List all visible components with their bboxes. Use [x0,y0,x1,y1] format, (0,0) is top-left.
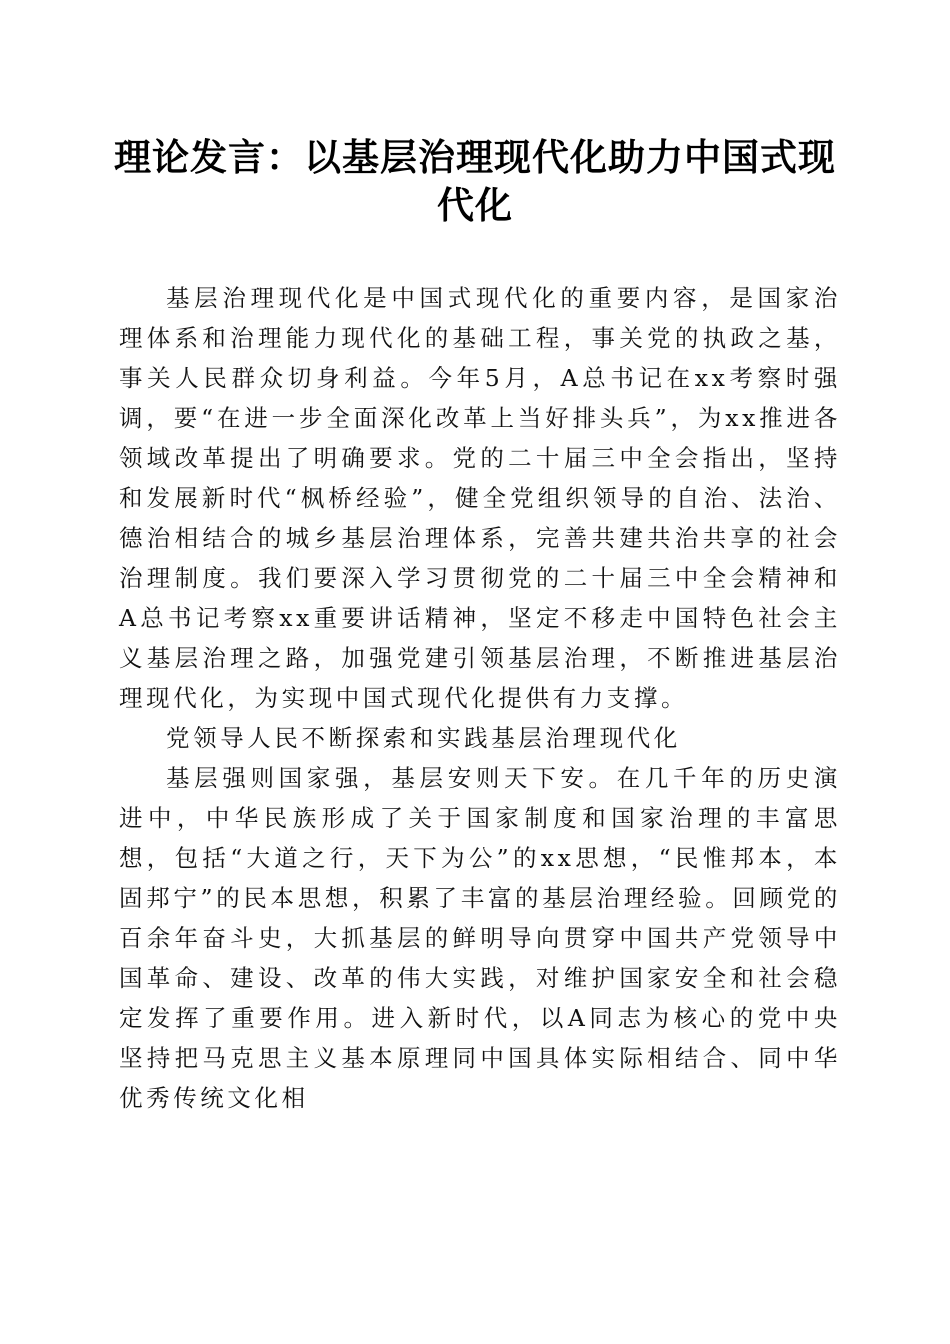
paragraph-history: 基层强则国家强，基层安则天下安。在几千年的历史演进中，中华民族形成了关于国家制度和国家治理的丰富思想，包括“大道之行，天下为公”的xx思想，“民惟邦本，本固邦宁”的民本思想，积累了丰富的基层治理经验。回顾党的百余年奋斗史，大抓基层的鲜明导向贯穿中国共产党领导中国革命、建设、改革的伟大实践，对维护国家安全和社会稳定发挥了重要作用。进入新时代，以A同志为核心的党中央坚持把马克思主义基本原理同中国具体实际相结合、同中华优秀传统文化相 [119,764,841,1112]
paragraph-intro: 基层治理现代化是中国式现代化的重要内容，是国家治理体系和治理能力现代化的基础工程，事关党的执政之基，事关人民群众切身利益。今年5月，A总书记在xx考察时强调，要“在进一步全面深化改革上当好排头兵”，为xx推进各领域改革提出了明确要求。党的二十届三中全会指出，坚持和发展新时代“枫桥经验”，健全党组织领导的自治、法治、德治相结合的城乡基层治理体系，完善共建共治共享的社会治理制度。我们要深入学习贯彻党的二十届三中全会精神和A总书记考察xx重要讲话精神，坚定不移走中国特色社会主义基层治理之路，加强党建引领基层治理，不断推进基层治理现代化，为实现中国式现代化提供有力支撑。 [119,284,841,712]
document-body [119,278,841,1118]
section-heading: 党领导人民不断探索和实践基层治理现代化 [166,724,681,752]
document-title: 理论发言：以基层治理现代化助力中国式现代化 [114,135,836,227]
